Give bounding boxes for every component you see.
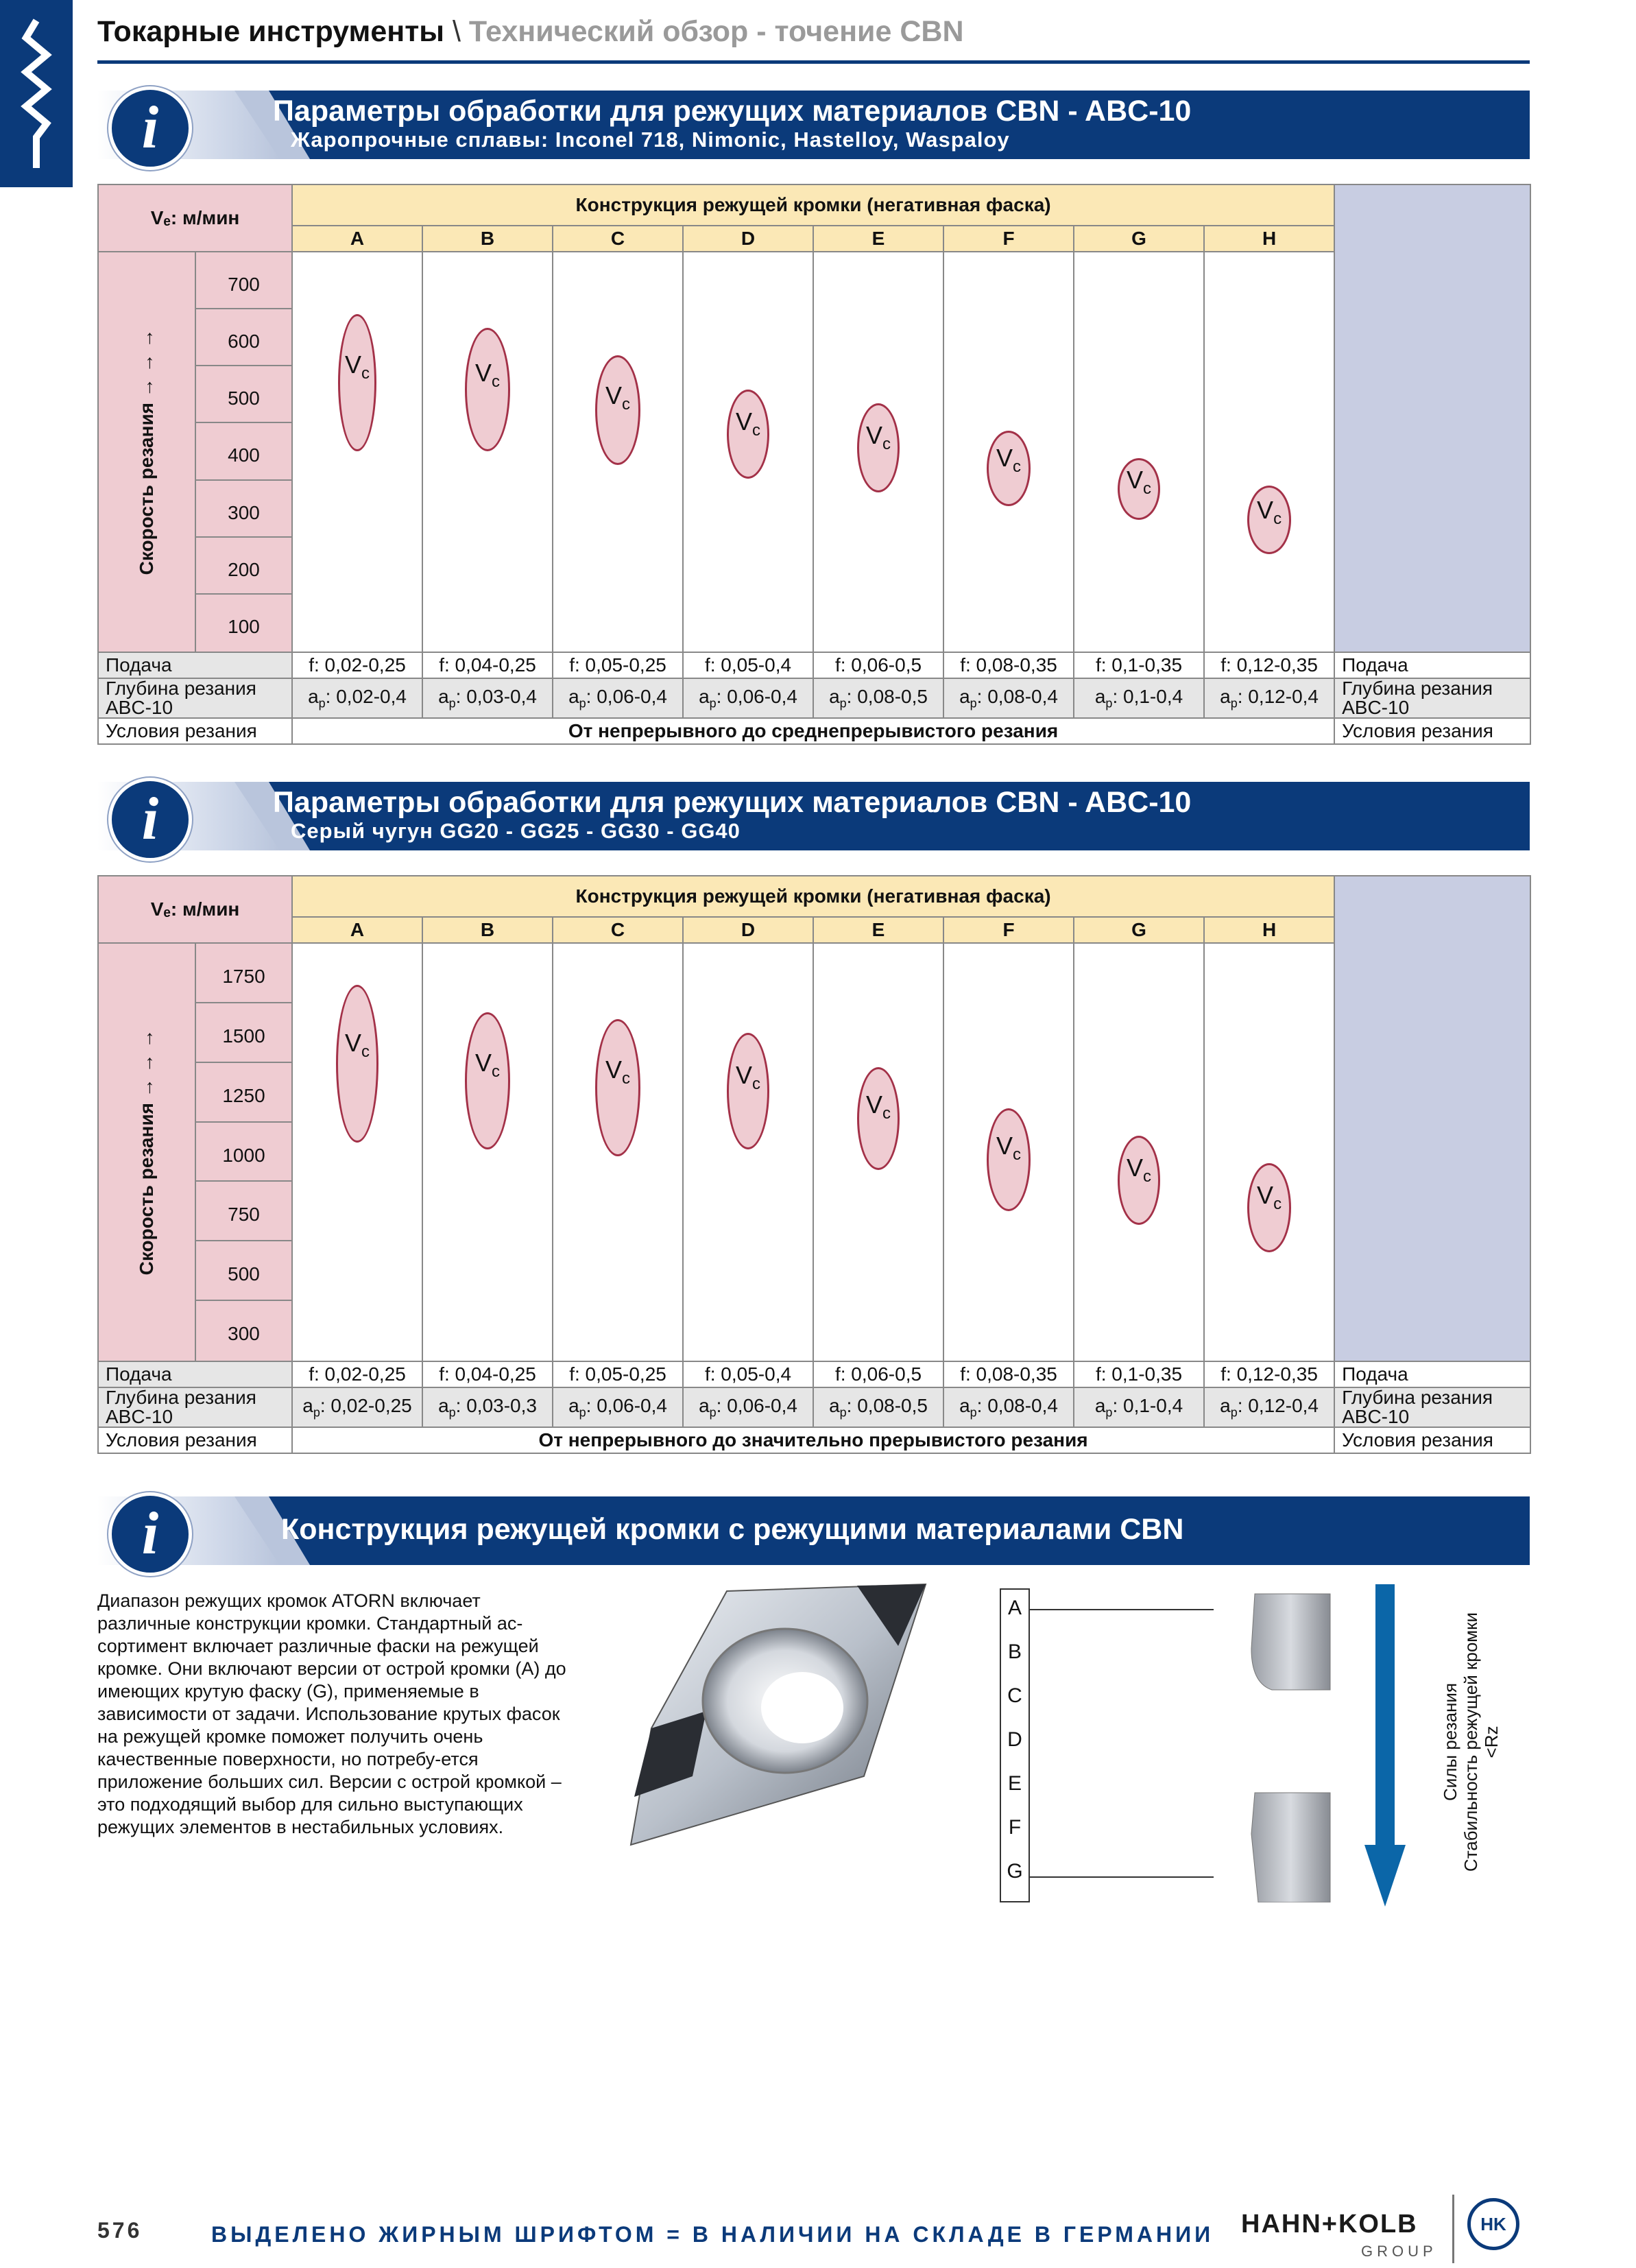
feed-label: Подача — [98, 1361, 292, 1387]
plot-cell — [813, 252, 943, 652]
vc-subscript: c — [1013, 1145, 1022, 1164]
tick-label: 500 — [196, 1241, 291, 1301]
depth-prefix-sub: p — [970, 1405, 977, 1420]
breadcrumb — [97, 15, 964, 49]
plot-cell — [292, 252, 422, 652]
vc-subscript: c — [1013, 457, 1022, 476]
vc-subscript: c — [622, 394, 631, 414]
depth-value — [813, 1387, 943, 1427]
plot-cell — [1074, 252, 1204, 652]
depth-value — [1074, 1387, 1204, 1427]
vc-subscript: c — [752, 1075, 761, 1094]
feed-value: f: 0,02-0,25 — [292, 652, 422, 678]
depth-prefix: a — [959, 1394, 970, 1416]
vc-label — [996, 1132, 1021, 1165]
vc-range-ellipse — [595, 355, 640, 465]
plot-cell — [943, 252, 1074, 652]
depth-range: : 0,03-0,4 — [455, 685, 537, 707]
depth-prefix: a — [699, 685, 710, 707]
vc-label — [866, 1090, 891, 1123]
vc-subscript: c — [492, 1062, 501, 1081]
plot-cell — [1204, 252, 1334, 652]
cond-label-right: Условия резания — [1334, 718, 1530, 744]
depth-prefix-sub: p — [1105, 696, 1113, 711]
vc-letter: V — [736, 407, 753, 436]
vc-subscript: c — [622, 1069, 631, 1088]
section1-table — [97, 184, 1531, 745]
side-panel — [1334, 184, 1530, 652]
vc-subscript: c — [361, 363, 370, 383]
plot-cell — [553, 252, 683, 652]
vc-subscript: c — [882, 435, 891, 454]
feed-value: f: 0,05-0,4 — [683, 652, 813, 678]
depth-prefix: a — [699, 1394, 710, 1416]
depth-range: : 0,1-0,4 — [1112, 1394, 1183, 1416]
vc-subscript: c — [361, 1042, 370, 1062]
feed-value: f: 0,04-0,25 — [422, 652, 553, 678]
feed-value: f: 0,1-0,35 — [1074, 1361, 1204, 1387]
vc-letter: V — [866, 1090, 883, 1119]
vc-letter: V — [475, 359, 492, 387]
depth-prefix-sub: p — [313, 1405, 320, 1420]
cond-value: От непрерывного до среднепрерывистого резания — [292, 718, 1334, 744]
vc-letter: V — [345, 1029, 362, 1058]
vc-range-ellipse — [1247, 486, 1291, 554]
depth-value — [292, 1387, 422, 1427]
plot-cell — [943, 943, 1074, 1361]
edge-letter: A — [1007, 1597, 1022, 1619]
plot-cell — [813, 943, 943, 1361]
vc-letter: V — [475, 1048, 492, 1077]
vc-label — [345, 1029, 370, 1062]
section1-subtitle: Жаропрочные сплавы: Inconel 718, Nimonic, Hastelloy, Waspaloy — [291, 128, 1010, 152]
feed-value: f: 0,08-0,35 — [943, 1361, 1074, 1387]
vc-label — [475, 359, 500, 392]
plot-cell — [422, 943, 553, 1361]
vc-range-ellipse — [987, 431, 1031, 506]
depth-range: : 0,06-0,4 — [716, 1394, 797, 1416]
depth-prefix-sub: p — [318, 696, 326, 711]
feed-value: f: 0,12-0,35 — [1204, 1361, 1334, 1387]
vc-letter: V — [1127, 465, 1144, 494]
depth-prefix: a — [829, 685, 840, 707]
axis-label: Скорость резания → → → — [136, 329, 157, 575]
vc-range-ellipse — [857, 403, 900, 492]
edge-letter: F — [1008, 1816, 1022, 1839]
vc-range-ellipse — [338, 314, 376, 451]
depth-value — [292, 678, 422, 718]
feed-label: Подача — [98, 652, 292, 678]
vc-range-ellipse — [465, 1012, 510, 1149]
breadcrumb-separator: \ — [452, 15, 461, 48]
feed-value: f: 0,06-0,5 — [813, 652, 943, 678]
edge-profiles — [1241, 1587, 1337, 1902]
depth-value — [553, 1387, 683, 1427]
vc-label — [1127, 466, 1151, 499]
depth-prefix-sub: p — [970, 696, 977, 711]
axis-label: Скорость резания → → → — [136, 1029, 157, 1276]
edge-letter: D — [1007, 1728, 1022, 1751]
depth-value — [1204, 1387, 1334, 1427]
depth-value — [553, 678, 683, 718]
vc-label — [1257, 496, 1282, 529]
arrow-text-forces: Силы резания — [1440, 1682, 1460, 1802]
depth-prefix: a — [959, 685, 970, 707]
depth-range: : 0,02-0,25 — [320, 1394, 412, 1416]
vc-letter: V — [736, 1061, 753, 1090]
feed-value: f: 0,06-0,5 — [813, 1361, 943, 1387]
vc-letter: V — [605, 381, 623, 409]
feed-value: f: 0,12-0,35 — [1204, 652, 1334, 678]
depth-prefix-sub: p — [1230, 696, 1238, 711]
edge-letter: C — [1007, 1684, 1022, 1707]
feed-label-right: Подача — [1334, 652, 1530, 678]
vc-letter: V — [996, 443, 1013, 472]
tick-column — [195, 252, 292, 652]
column-header: A — [292, 226, 422, 252]
depth-prefix: a — [1094, 1394, 1106, 1416]
depth-prefix-sub: p — [579, 696, 586, 711]
depth-range: : 0,12-0,4 — [1237, 685, 1319, 707]
feed-value: f: 0,04-0,25 — [422, 1361, 553, 1387]
column-header: F — [943, 226, 1074, 252]
column-header: C — [553, 226, 683, 252]
column-header: H — [1204, 917, 1334, 943]
depth-label-right: Глубина резания ABC-10 — [1334, 1387, 1530, 1427]
section3-title: Конструкция режущей кромки с режущими материалами CBN — [281, 1513, 1184, 1546]
depth-prefix-sub: p — [1105, 1405, 1113, 1420]
logo-mark: HK — [1467, 2198, 1519, 2250]
plot-cell — [683, 943, 813, 1361]
tick-label: 1000 — [196, 1123, 291, 1182]
breadcrumb-subtitle: Технический обзор - точение CBN — [468, 15, 964, 48]
depth-prefix: a — [438, 1394, 449, 1416]
column-header: H — [1204, 226, 1334, 252]
vc-subscript: c — [492, 372, 501, 392]
tick-label: 100 — [228, 615, 260, 637]
depth-prefix: a — [568, 685, 579, 707]
breadcrumb-title: Токарные инструменты — [97, 15, 444, 48]
vc-label — [736, 1061, 760, 1094]
cond-label: Условия резания — [98, 718, 292, 744]
depth-prefix: a — [308, 685, 319, 707]
vc-label — [1257, 1181, 1282, 1214]
cond-label-right: Условия резания — [1334, 1427, 1530, 1453]
depth-value — [1204, 678, 1334, 718]
depth-label: Глубина резания ABC-10 — [98, 1387, 292, 1427]
depth-range: : 0,02-0,4 — [325, 685, 407, 707]
depth-value — [813, 678, 943, 718]
tick-label: 1250 — [196, 1063, 291, 1123]
depth-prefix: a — [438, 685, 449, 707]
feed-value: f: 0,05-0,4 — [683, 1361, 813, 1387]
vc-label — [736, 407, 760, 440]
column-header: E — [813, 226, 943, 252]
tick-label: 700 — [196, 252, 291, 309]
design-header: Конструкция режущей кромки (негативная фаска) — [292, 184, 1334, 226]
column-header: B — [422, 917, 553, 943]
column-header: G — [1074, 226, 1204, 252]
feed-value: f: 0,02-0,25 — [292, 1361, 422, 1387]
column-header: D — [683, 917, 813, 943]
info-icon: i — [108, 1492, 192, 1576]
vc-label — [1127, 1154, 1151, 1186]
footer-note: ВЫДЕЛЕНО ЖИРНЫМ ШРИФТОМ = В НАЛИЧИИ НА СКЛАДЕ В ГЕРМАНИИ — [211, 2222, 1214, 2247]
vc-letter: V — [1257, 495, 1274, 524]
vc-range-ellipse — [727, 1033, 769, 1149]
depth-range: : 0,08-0,4 — [976, 685, 1058, 707]
arrow-text-stability: Стабильность режущей кромки — [1460, 1612, 1481, 1872]
tick-label: 200 — [196, 538, 291, 595]
tick-label: 1500 — [196, 1003, 291, 1063]
vc-range-ellipse — [1247, 1163, 1291, 1252]
plot-cell — [292, 943, 422, 1361]
vc-subscript: c — [1273, 1195, 1282, 1214]
depth-prefix-sub: p — [839, 696, 847, 711]
vc-range-ellipse — [1118, 1136, 1160, 1225]
vc-letter: V — [345, 350, 362, 379]
vc-range-ellipse — [595, 1019, 640, 1156]
depth-prefix: a — [568, 1394, 579, 1416]
vc-subscript: c — [1143, 479, 1152, 498]
column-header: C — [553, 917, 683, 943]
vc-header: Vₑ: м/мин — [98, 876, 292, 943]
tick-label: 300 — [196, 481, 291, 538]
depth-value — [422, 678, 553, 718]
edge-letter: B — [1007, 1640, 1022, 1663]
column-header: F — [943, 917, 1074, 943]
column-header: G — [1074, 917, 1204, 943]
section2-table — [97, 875, 1531, 1454]
depth-range: : 0,12-0,4 — [1237, 1394, 1319, 1416]
plot-cell — [683, 252, 813, 652]
sidebar-tab — [0, 0, 73, 187]
tick-label: 400 — [196, 423, 291, 480]
section1-title: Параметры обработки для режущих материалов CBN - ABC-10 — [273, 95, 1192, 128]
feed-value: f: 0,05-0,25 — [553, 652, 683, 678]
depth-prefix-sub: p — [448, 1405, 456, 1420]
depth-prefix: a — [1094, 685, 1106, 707]
vc-letter: V — [1127, 1154, 1144, 1182]
depth-range: : 0,08-0,5 — [846, 1394, 928, 1416]
vc-label — [866, 421, 891, 454]
depth-value — [683, 1387, 813, 1427]
info-icon: i — [108, 86, 192, 170]
depth-range: : 0,08-0,4 — [976, 1394, 1058, 1416]
vc-letter: V — [866, 421, 883, 450]
depth-range: : 0,08-0,5 — [846, 685, 928, 707]
feed-value: f: 0,05-0,25 — [553, 1361, 683, 1387]
plot-cell — [422, 252, 553, 652]
vc-header: Vₑ: м/мин — [98, 184, 292, 252]
vc-label — [605, 1055, 630, 1088]
info-icon: i — [108, 778, 192, 861]
page-number: 576 — [97, 2218, 143, 2243]
header-rule — [97, 60, 1530, 64]
arrow-legend — [1416, 1598, 1526, 1886]
drill-icon — [0, 0, 73, 187]
logo: HAHN+KOLB — [1241, 2210, 1418, 2239]
column-header: E — [813, 917, 943, 943]
section2-banner — [97, 782, 1530, 850]
side-panel — [1334, 876, 1530, 1361]
column-header: D — [683, 226, 813, 252]
section3-body: Диапазон режущих кромок ATORN включает различные конструкции кромки. Стандартный ас-сортимент включает различные фаски на режущей кромке. Они включают версии от острой кромки (A) до имеющих крутую фаску (G), применяемые в зависимости от задачи. Использование крутых фасок на режущей кромке поможет получить очень качественные поверхности, но потребу-ется приложение больших сил. Версии с острой кромкой – это подходящий выбор для сильно выступающих режущих элементов в нестабильных условиях. — [97, 1590, 566, 1837]
feed-value: f: 0,1-0,35 — [1074, 652, 1204, 678]
depth-prefix-sub: p — [448, 696, 456, 711]
column-header: B — [422, 226, 553, 252]
column-header: A — [292, 917, 422, 943]
cond-label: Условия резания — [98, 1427, 292, 1453]
tick-label: 600 — [196, 309, 291, 366]
depth-prefix: a — [1220, 1394, 1231, 1416]
vc-subscript: c — [1273, 509, 1282, 528]
vc-letter: V — [605, 1055, 623, 1084]
depth-prefix: a — [302, 1394, 313, 1416]
vc-label — [605, 381, 630, 414]
depth-value — [943, 1387, 1074, 1427]
vc-range-ellipse — [1118, 458, 1160, 520]
vc-label — [345, 350, 370, 383]
tick-label: 500 — [196, 366, 291, 423]
pointer-line-top — [1028, 1609, 1214, 1610]
depth-range: : 0,03-0,3 — [455, 1394, 537, 1416]
arrow-text-rz: <Rz — [1481, 1726, 1502, 1758]
depth-range: : 0,06-0,4 — [716, 685, 797, 707]
depth-range: : 0,06-0,4 — [586, 1394, 667, 1416]
vc-range-ellipse — [987, 1108, 1031, 1211]
cond-value: От непрерывного до значительно прерывистого резания — [292, 1427, 1334, 1453]
arrow-down-icon — [1364, 1584, 1406, 1907]
depth-label-right: Глубина резания ABC-10 — [1334, 678, 1530, 718]
depth-prefix-sub: p — [709, 696, 717, 711]
section2-subtitle: Серый чугун GG20 - GG25 - GG30 - GG40 — [291, 819, 741, 843]
vc-subscript: c — [752, 421, 761, 440]
footer-rule — [1452, 2195, 1454, 2263]
depth-label: Глубина резания ABC-10 — [98, 678, 292, 718]
cbn-insert-image — [603, 1571, 960, 1859]
vc-subscript: c — [1143, 1167, 1152, 1186]
plot-cell — [1204, 943, 1334, 1361]
tick-column — [195, 943, 292, 1361]
vc-letter: V — [1257, 1181, 1274, 1210]
depth-value — [1074, 678, 1204, 718]
vc-label — [475, 1049, 500, 1082]
plot-cell — [553, 943, 683, 1361]
tick-label: 1750 — [196, 944, 291, 1003]
depth-prefix: a — [1220, 685, 1231, 707]
depth-prefix: a — [829, 1394, 840, 1416]
edge-letter: G — [1007, 1860, 1023, 1883]
plot-cell — [1074, 943, 1204, 1361]
depth-value — [943, 678, 1074, 718]
vc-label — [996, 443, 1021, 476]
vc-range-ellipse — [465, 328, 510, 451]
section2-title: Параметры обработки для режущих материалов CBN - ABC-10 — [273, 786, 1192, 819]
vc-range-ellipse — [336, 985, 378, 1143]
vc-range-ellipse — [857, 1067, 900, 1170]
axis-label-cell — [98, 943, 195, 1361]
depth-value — [683, 678, 813, 718]
design-header: Конструкция режущей кромки (негативная фаска) — [292, 876, 1334, 917]
section3-banner — [97, 1496, 1530, 1565]
pointer-line-bottom — [1028, 1876, 1214, 1878]
depth-prefix-sub: p — [579, 1405, 586, 1420]
section1-banner — [97, 91, 1530, 159]
vc-subscript: c — [882, 1103, 891, 1123]
depth-prefix-sub: p — [839, 1405, 847, 1420]
depth-range: : 0,1-0,4 — [1112, 685, 1183, 707]
axis-label-cell — [98, 252, 195, 652]
depth-range: : 0,06-0,4 — [586, 685, 667, 707]
vc-range-ellipse — [727, 390, 769, 479]
tick-label: 300 — [228, 1323, 260, 1345]
edge-letter: E — [1007, 1772, 1022, 1795]
depth-value — [422, 1387, 553, 1427]
tick-label: 750 — [196, 1182, 291, 1241]
depth-prefix-sub: p — [1230, 1405, 1238, 1420]
vc-letter: V — [996, 1131, 1013, 1160]
depth-prefix-sub: p — [709, 1405, 717, 1420]
logo-sub: GROUP — [1361, 2243, 1437, 2260]
feed-value: f: 0,08-0,35 — [943, 652, 1074, 678]
feed-label-right: Подача — [1334, 1361, 1530, 1387]
